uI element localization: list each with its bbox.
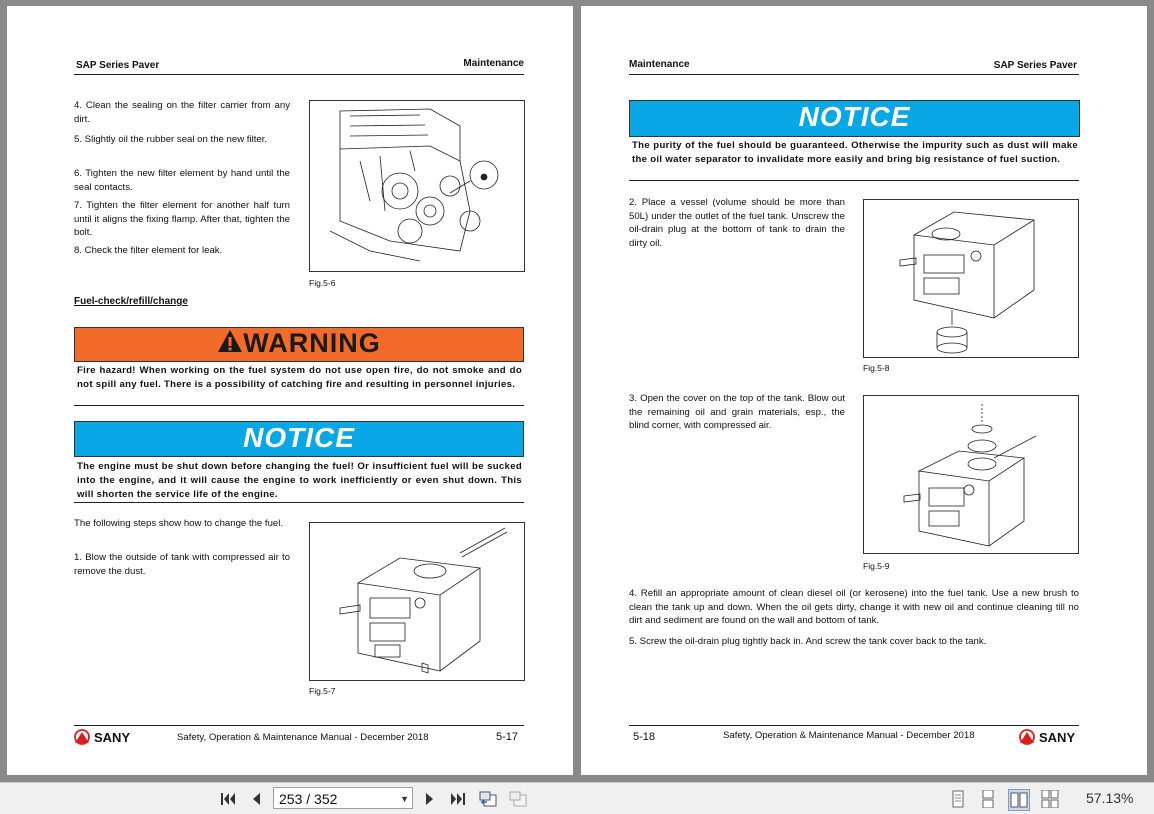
tank-figure-8 — [863, 199, 1079, 358]
step-7: 7. Tighten the filter element for another half turn until it aligns the fixing flamp. After that, tighten the bolt. — [74, 200, 290, 238]
footer-title: Safety, Operation & Maintenance Manual - December 2018 — [177, 732, 429, 743]
previous-page-icon — [249, 791, 263, 807]
two-page-icon — [1010, 792, 1028, 808]
figure-caption-5-8: Fig.5-8 — [863, 363, 890, 373]
footer-rule — [74, 725, 524, 726]
previous-page-button[interactable] — [246, 789, 266, 809]
running-header-left: SAP Series Paver — [76, 60, 160, 71]
figure-caption-5-6: Fig.5-6 — [309, 278, 336, 288]
document-page-left — [7, 6, 573, 775]
last-page-button[interactable] — [448, 789, 468, 809]
step-2: 2. Place a vessel (volume should be more than 50L) under the outlet of the fuel tank. Unscrew the oil-drain plug at the bottom of tank to drain the dirty oil. — [629, 197, 845, 249]
page-number: 5-17 — [496, 731, 519, 743]
fuel-tank-illustration — [310, 523, 524, 680]
page-number-select[interactable] — [273, 787, 413, 809]
sany-logo-icon — [73, 729, 91, 745]
continuous-view-button[interactable] — [978, 789, 998, 809]
figure-caption-5-9: Fig.5-9 — [863, 561, 890, 571]
continuous-page-icon — [980, 790, 996, 808]
single-page-icon — [950, 790, 966, 808]
step-5: 5. Screw the oil-drain plug tightly back in. And screw the tank cover back to the tank. — [629, 636, 987, 647]
brand-name: SANY — [94, 729, 131, 745]
first-page-button[interactable] — [218, 789, 238, 809]
fuel-tank-open-illustration — [864, 396, 1078, 553]
step-1: 1. Blow the outside of tank with compressed air to remove the dust. — [74, 552, 290, 577]
notice-banner — [629, 100, 1080, 137]
warning-title: WARNING — [243, 328, 381, 358]
fuel-tank-drain-illustration — [864, 200, 1078, 357]
notice-text: The purity of the fuel should be guaranteed. Otherwise the impurity such as dust will make the oil water separator to invalidate more easily and bring big resistance of fuel suction. — [632, 140, 1078, 165]
tank-figure-7 — [309, 522, 525, 681]
figure-caption-5-7: Fig.5-7 — [309, 686, 336, 696]
next-page-button[interactable] — [420, 789, 440, 809]
single-page-view-button[interactable] — [948, 789, 968, 809]
last-page-icon — [449, 791, 467, 807]
warning-banner — [74, 327, 524, 362]
running-header-right: SAP Series Paver — [993, 60, 1077, 71]
first-page-icon — [219, 791, 237, 807]
brand-name: SANY — [1039, 729, 1076, 745]
step-4: 4. Clean the sealing on the filter carrier from any dirt. — [74, 100, 290, 125]
two-page-continuous-icon — [1041, 790, 1059, 808]
page-number: 5-18 — [633, 731, 656, 743]
sany-logo — [1018, 729, 1075, 745]
two-page-continuous-view-button[interactable] — [1040, 789, 1060, 809]
go-forward-view-button[interactable] — [508, 789, 528, 809]
header-rule — [629, 74, 1079, 75]
engine-illustration — [310, 101, 524, 271]
footer-title: Safety, Operation & Maintenance Manual - December 2018 — [723, 730, 975, 741]
notice-text: The engine must be shut down before changing the fuel! Or insufficient fuel will be sucked into the engine, and it will cause the engine to work inefficiently or even shut down. This will shorten the service life of the engine. — [77, 461, 522, 500]
footer-rule — [629, 725, 1079, 726]
engine-figure — [309, 100, 525, 272]
warning-text: Fire hazard! When working on the fuel system do not use open fire, do not smoke and do not spill any fuel. There is a possibility of catching fire and resulting in personnel injuries. — [77, 365, 522, 390]
running-header-left: Maintenance — [629, 59, 690, 70]
notice-rule — [629, 180, 1079, 181]
running-header-right: Maintenance — [463, 58, 524, 69]
warning-rule — [74, 405, 524, 406]
sany-logo — [73, 729, 130, 745]
pdf-toolbar — [0, 782, 1154, 814]
section-title: Fuel-check/refill/change — [74, 296, 188, 307]
next-page-icon — [423, 791, 437, 807]
step-3: 3. Open the cover on the top of the tank. Blow out the remaining oil and grain materials, esp., the blind corner, with compressed air. — [629, 393, 845, 431]
page-display: 253 / 352 — [279, 791, 338, 807]
forward-view-icon — [508, 790, 528, 808]
document-page-right — [581, 6, 1147, 775]
sany-logo-icon — [1018, 729, 1036, 745]
header-rule — [74, 74, 524, 75]
two-page-view-button[interactable] — [1008, 789, 1030, 811]
warning-triangle-icon — [217, 329, 243, 360]
chevron-down-icon: ▼ — [400, 794, 409, 804]
step-4: 4. Refill an appropriate amount of clean diesel oil (or kerosene) into the fuel tank. Use a new brush to clean the tank up and down. When the oil gets dirty, change it with new oil and continue cleaning till no dirt and sediment are found on the wall and bottom of tank. — [629, 588, 1079, 626]
notice-title: NOTICE — [798, 101, 911, 132]
intro-text: The following steps show how to change the fuel. — [74, 518, 284, 529]
step-5: 5. Slightly oil the rubber seal on the new filter. — [74, 134, 268, 145]
step-6: 6. Tighten the new filter element by hand until the seal contacts. — [74, 168, 290, 193]
notice-banner — [74, 421, 524, 457]
zoom-level[interactable]: 57.13% — [1086, 790, 1134, 806]
step-8: 8. Check the filter element for leak. — [74, 245, 223, 256]
notice-rule — [74, 502, 524, 503]
go-back-view-button[interactable] — [478, 789, 498, 809]
back-view-icon — [478, 790, 498, 808]
notice-title: NOTICE — [243, 422, 355, 453]
tank-figure-9 — [863, 395, 1079, 554]
